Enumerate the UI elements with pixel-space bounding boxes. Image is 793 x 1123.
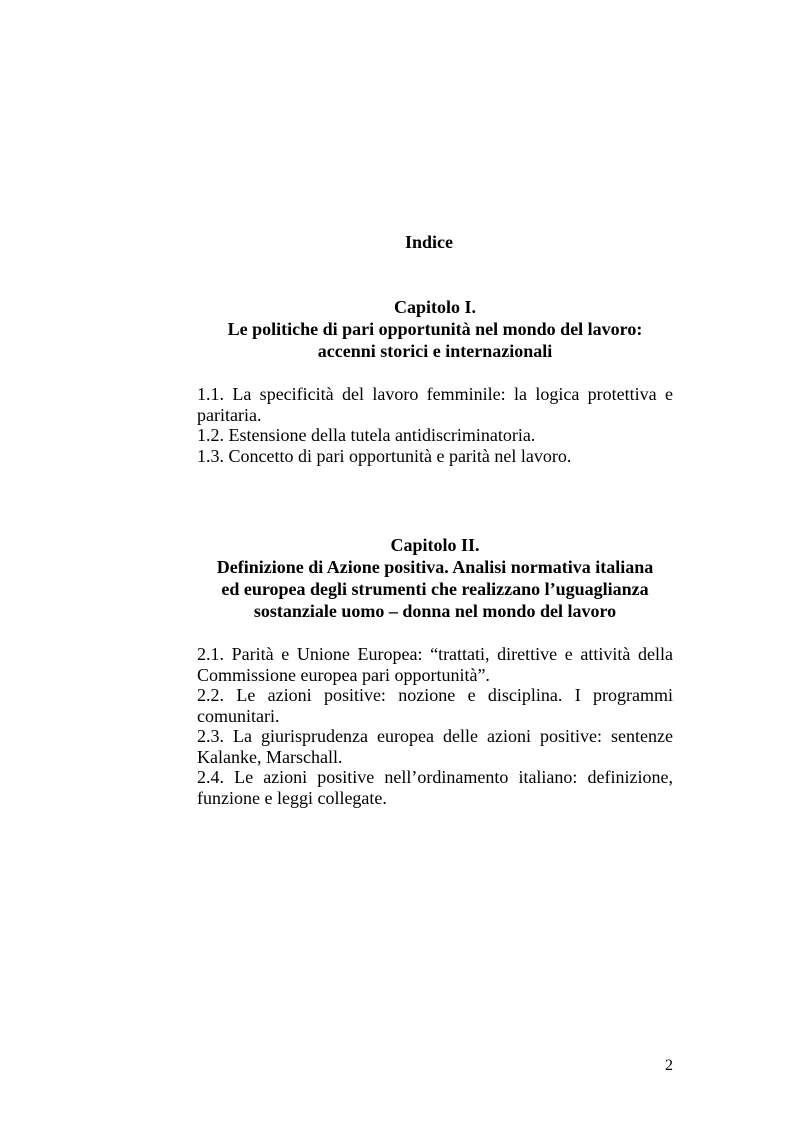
chapter-2-subtitle-line-3: sostanziale uomo – donna nel mondo del lavoro	[253, 601, 617, 621]
chapter-2-subtitle-line-1: Definizione di Azione positiva. Analisi normativa italiana	[216, 557, 654, 577]
toc-entry-1-1: 1.1. La specificità del lavoro femminile: la logica protettiva e paritaria.	[197, 384, 673, 425]
toc-entry-2-1: 2.1. Parità e Unione Europea: “trattati, direttive e attività della Commissione europea pari opportunità”.	[197, 644, 673, 685]
page-title-text: Indice	[404, 232, 453, 252]
chapter-1-subtitle-line-2: accenni storici e internazionali	[317, 341, 553, 361]
chapter-2-subtitle-line-2: ed europea degli strumenti che realizzano l’uguaglianza	[221, 579, 649, 599]
chapter-2-entries	[197, 644, 673, 808]
chapter-1-header	[197, 296, 673, 362]
page-title	[197, 231, 673, 253]
toc-entry-2-2: 2.2. Le azioni positive: nozione e disciplina. I programmi comunitari.	[197, 685, 673, 726]
toc-entry-2-3: 2.3. La giurisprudenza europea delle azioni positive: sentenze Kalanke, Marschall.	[197, 726, 673, 767]
chapter-2	[197, 534, 673, 808]
toc-entry-1-3: 1.3. Concetto di pari opportunità e parità nel lavoro.	[197, 445, 572, 466]
chapter-2-header	[197, 534, 673, 622]
chapter-1	[197, 296, 673, 466]
chapter-2-heading: Capitolo II.	[390, 535, 480, 555]
chapter-1-entries	[197, 384, 673, 466]
chapter-1-heading: Capitolo I.	[393, 297, 476, 317]
toc-entry-2-4: 2.4. Le azioni positive nell’ordinamento italiano: definizione, funzione e leggi collegate.	[197, 767, 673, 808]
page-number: 2	[665, 1057, 673, 1074]
chapter-1-subtitle-line-1: Le politiche di pari opportunità nel mondo del lavoro:	[227, 319, 643, 339]
toc-entry-1-2: 1.2. Estensione della tutela antidiscriminatoria.	[197, 425, 536, 445]
